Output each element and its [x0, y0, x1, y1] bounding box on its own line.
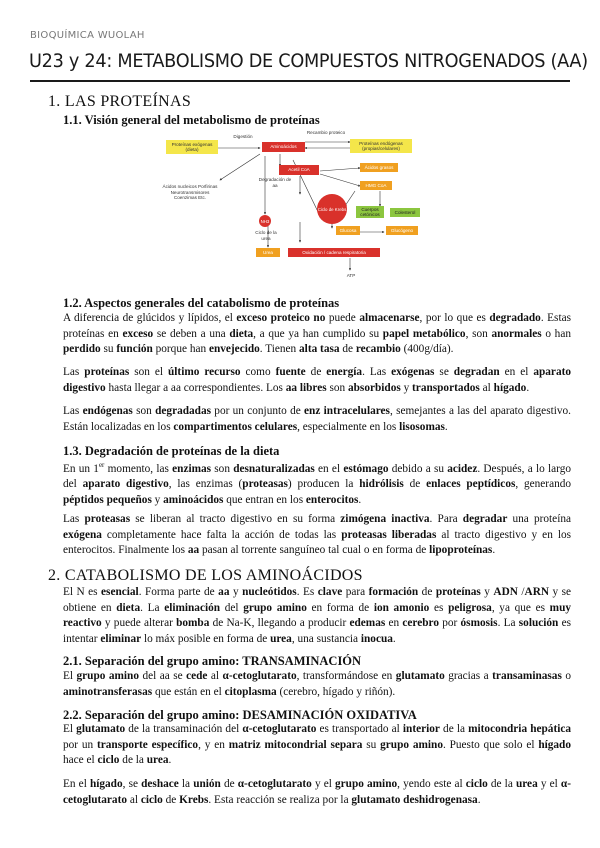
- paragraph-1-2-a: A diferencia de glúcidos y lípidos, el exceso proteico no puede almacenarse, por lo que es degradado. Estas proteínas en exceso se deben a una dieta, a que ya han cumplido su papel metabólico, son anormales o han perdido su función porque han envejecido. Tienen alta tasa de recambio (400g/día).: [63, 312, 571, 356]
- protein-turnover-label: Recambio proteico: [306, 130, 346, 135]
- urea-cycle-label: Ciclo de la urea: [255, 230, 277, 241]
- paragraph-1-2-b: Las proteínas son el último recurso como fuente de energía. Las exógenas se degradan en el aparato digestivo hasta llegar a aa correspondientes. Los aa libres son absorbidos y transportados al hígado.: [63, 366, 571, 394]
- section-2-heading: 2. CATABOLISMO DE LOS AMINOÁCIDOS: [48, 567, 363, 584]
- glycogen-box: Glucógeno: [386, 226, 418, 235]
- hmg-coa-box: HMG CoA: [360, 181, 392, 190]
- fatty-acids-box: Ácidos grasos: [360, 163, 398, 172]
- protein-metabolism-diagram: [160, 130, 440, 284]
- glucose-box: Glucosa: [336, 226, 360, 235]
- paragraph-2-2-b: En el hígado, se deshace la unión de α-cetoglutarato y el grupo amino, yendo este al ciclo de la urea y el α-cetoglutarato al ciclo de Krebs. Esta reacción se realiza por la glutamato deshidrogenasa.: [63, 778, 571, 806]
- paragraph-2-intro: El N es esencial. Forma parte de aa y nucleótidos. Es clave para formación de proteínas y ADN /ARN y se obtiene en dieta. La eliminación del grupo amino en forma de ion amonio es peligrosa, ya que es muy reactivo y puede alterar bomba de Na-K, llegando a producir edemas en cerebro por ósmosis. La solución es intentar eliminar lo máx posible en forma de urea, una sustancia inocua.: [63, 586, 572, 645]
- acetyl-coa-box: Acetil CoA: [279, 165, 319, 175]
- cholesterol-box: Colesterol: [390, 208, 420, 217]
- endogenous-proteins-box: Proteínas endógenas (propias/celulares): [350, 139, 412, 153]
- paragraph-2-2-a: El glutamato de la transaminación del α-cetoglutarato es transportado al interior de la mitocondria hepática por un transporte específico, y en matriz mitocondrial separa su grupo amino. Puesto que solo el hígado hace el ciclo de la urea.: [63, 723, 572, 767]
- digestion-label: Digestión: [233, 134, 253, 139]
- paragraph-2-1: El grupo amino del aa se cede al α-cetoglutarato, transformándose en glutamato gracias a transaminasas o aminotransferasas que están en el citoplasma (cerebro, hígado y riñón).: [63, 670, 571, 698]
- urea-box: Urea: [256, 248, 280, 257]
- section-2-1-heading: 2.1. Separación del grupo amino: TRANSAMINACIÓN: [63, 654, 362, 668]
- section-1-1-heading: 1.1. Visión general del metabolismo de proteínas: [63, 113, 320, 127]
- exogenous-proteins-box: Proteínas exógenas (dieta): [166, 140, 218, 154]
- section-1-3-heading: 1.3. Degradación de proteínas de la dieta: [63, 444, 280, 458]
- section-1-2-heading: 1.2. Aspectos generales del catabolismo de proteínas: [63, 296, 340, 310]
- paragraph-1-3-b: Las proteasas se liberan al tracto digestivo en su forma zimógena inactiva. Para degradar una proteína exógena completamente hace falta la acción de todas las proteasas liberadas al tracto digestivo y en los enterocitos. Finalmente los aa pasan al torrente sanguíneo tal cual o en forma de lipoproteínas.: [63, 513, 572, 557]
- document-title: U23 y 24: METABOLISMO DE COMPUESTOS NITROGENADOS (AA): [29, 50, 588, 72]
- oxidation-box: Oxidación / cadena respiratoria: [288, 248, 380, 257]
- amino-acids-box: Aminoácidos: [262, 142, 305, 152]
- paragraph-1-3-a: En un 1er momento, las enzimas son desnaturalizadas en el estómago debido a su acidez. Después, a lo largo del aparato digestivo, las enzimas (proteasas) producen la hidrólisis de enlaces peptídicos, generando péptidos pequeños y aminoácidos que entran en los enterocitos.: [63, 461, 572, 506]
- document-header-label: BIOQUÍMICA WUOLAH: [30, 30, 145, 41]
- ketone-bodies-box: Cuerpos cetónicos: [356, 206, 384, 218]
- section-1-heading: 1. LAS PROTEÍNAS: [48, 93, 192, 110]
- atp-label: ATP: [346, 273, 356, 278]
- title-divider: [30, 80, 570, 82]
- aa-degradation-label: Degradación de aa: [258, 177, 292, 188]
- paragraph-1-2-c: Las endógenas son degradadas por un conjunto de enz intracelulares, semejantes a las del aparato digestivo. Están localizadas en los compartimentos celulares, especialmente en los lisosomas.: [63, 405, 571, 433]
- krebs-cycle-circle: Ciclo de Krebs: [317, 194, 347, 224]
- nh3-circle: NH3: [259, 215, 271, 227]
- nucleic-acids-label: Ácidos nucleicos Porfirinas Neurotransmisores Coenzimas Etc.: [162, 184, 218, 200]
- section-2-2-heading: 2.2. Separación del grupo amino: DESAMINACIÓN OXIDATIVA: [63, 708, 417, 722]
